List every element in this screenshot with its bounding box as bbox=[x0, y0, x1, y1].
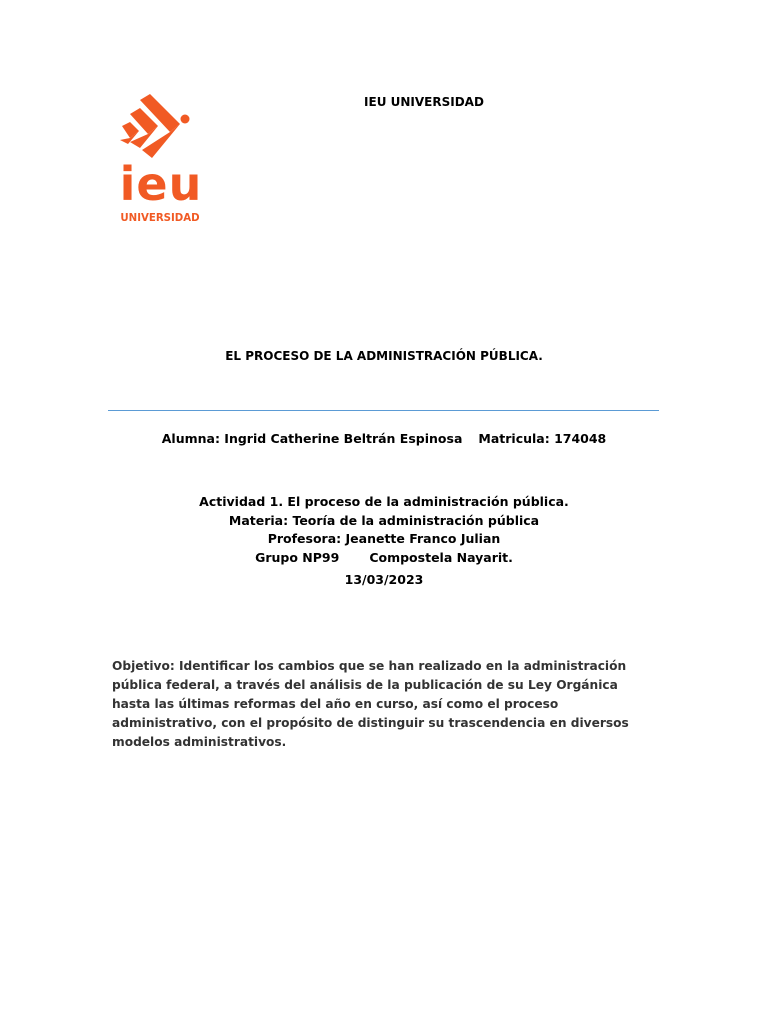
document-title: EL PROCESO DE LA ADMINISTRACIÓN PÚBLICA. bbox=[225, 349, 543, 363]
student-matricula: Matricula: 174048 bbox=[478, 431, 607, 446]
student-info-line bbox=[0, 431, 768, 446]
logo-wordmark: ieu bbox=[119, 157, 203, 211]
title-divider bbox=[108, 410, 659, 411]
activity-line: Actividad 1. El proceso de la administración pública. bbox=[199, 494, 569, 509]
ieu-universidad-logo bbox=[112, 94, 212, 226]
objective-paragraph: Objetivo: Identificar los cambios que se han realizado en la administración pública federal, a través del análisis de la publicación de su Ley Orgánica hasta las últimas reformas del año en curso, así como el proceso administrativo, con el propósito de distinguir su trascendencia en diversos modelos administrativos. bbox=[112, 659, 629, 749]
university-title: IEU UNIVERSIDAD bbox=[364, 95, 484, 109]
logo-subtitle: UNIVERSIDAD bbox=[120, 213, 200, 224]
date: 13/03/2023 bbox=[344, 572, 424, 587]
location: Compostela Nayarit. bbox=[369, 549, 513, 565]
group: Grupo NP99 bbox=[255, 549, 340, 565]
group-location-line bbox=[0, 549, 768, 568]
student-name: Alumna: Ingrid Catherine Beltrán Espinosa bbox=[161, 431, 463, 446]
subject-line: Materia: Teoría de la administración pública bbox=[228, 512, 540, 528]
course-info-block bbox=[0, 493, 768, 590]
teacher-line: Profesora: Jeanette Franco Julian bbox=[267, 531, 501, 546]
